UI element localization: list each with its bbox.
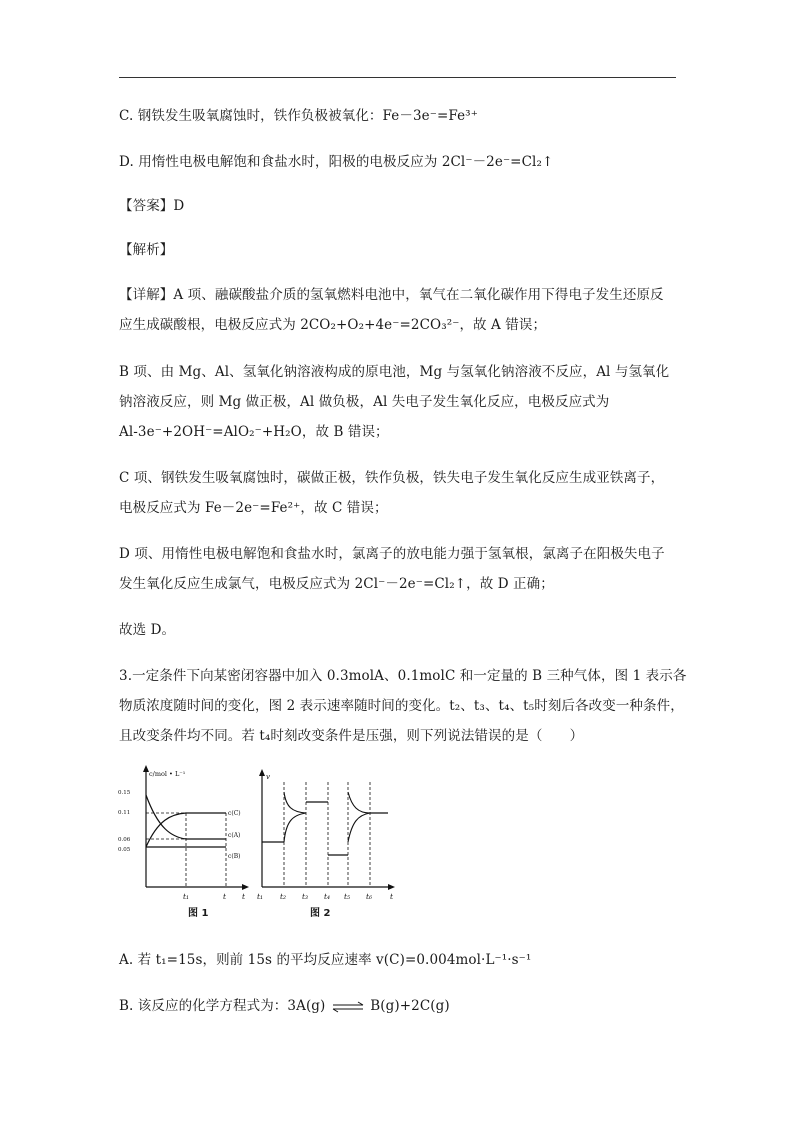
option-a-line: A. 若 t₁=15s，则前 15s 的平均反应速率 v(C)=0.004mol·L⁻¹·s⁻¹: [119, 952, 532, 968]
fig2-xlabel: t: [390, 892, 394, 901]
question3-line-2: 物质浓度随时间的变化，图 2 表示速率随时间的变化。t₂、t₃、t₄、t₅时刻后各改变一种条件，: [119, 698, 684, 714]
fig1-xlabel: t: [242, 892, 246, 901]
fig1-label-c: c(C): [228, 810, 241, 817]
option-c-line: C. 钢铁发生吸氧腐蚀时，铁作负极被氧化：Fe－3e⁻=Fe³⁺: [119, 108, 478, 124]
fig1-tick-x-t1: t₁: [183, 892, 190, 901]
fig2-x-arrow: [388, 884, 395, 890]
option-b-prefix: B. 该反应的化学方程式为：3A(g): [119, 998, 326, 1014]
detail-line-1: 【详解】A 项、融碳酸盐介质的氢氧燃料电池中，氧气在二氧化碳作用下得电子发生还原反: [119, 287, 664, 303]
fig2-v-curve-t2-down: [284, 813, 306, 842]
fig1-tick-y-1: 0.11: [118, 810, 131, 816]
fig2-tick-t1: t₁: [257, 892, 264, 901]
fig2-y-arrow: [259, 769, 265, 776]
fig2-tick-t2: t₂: [280, 892, 287, 901]
fig2-tick-t3: t₃: [302, 892, 309, 901]
fig1-label-a: c(A): [228, 832, 241, 839]
fig2-v-curve-t2-up: [284, 792, 306, 813]
option-d-line: D. 用惰性电极电解饱和食盐水时，阳极的电极反应为 2Cl⁻－2e⁻=Cl₂↑: [119, 154, 554, 170]
fig2-v-curve-t5-up: [348, 792, 370, 813]
c-line-1: C 项、钢铁发生吸氧腐蚀时，碳做正极，铁作负极，铁失电子发生氧化反应生成亚铁离子，: [119, 470, 665, 486]
d-line-2: 发生氧化反应生成氯气，电极反应式为 2Cl⁻－2e⁻=Cl₂↑，故 D 正确；: [119, 576, 554, 592]
header-rule: [119, 77, 676, 78]
question3-line-1: 3.一定条件下向某密闭容器中加入 0.3molA、0.1molC 和一定量的 B 三种气体，图 1 表示各: [119, 668, 687, 684]
fig2-tick-t4: t₄: [324, 892, 331, 901]
fig1-tick-y-2: 0.06: [118, 837, 131, 843]
figures-svg: [116, 762, 406, 922]
answer-line: 【答案】D: [119, 198, 185, 214]
figures-area: [116, 762, 406, 922]
fig1-tick-y-0: 0.15: [118, 790, 131, 796]
question3-line-3: 且改变条件均不同。若 t₄时刻改变条件是压强，则下列说法错误的是（ ）: [119, 728, 584, 744]
fig1-label-b: c(B): [228, 853, 241, 860]
figure2-caption: 图 2: [310, 908, 331, 919]
option-b-suffix: B(g)+2C(g): [370, 998, 450, 1014]
fig2-tick-t5: t₅: [344, 892, 351, 901]
figure1-caption: 图 1: [188, 908, 209, 919]
fig1-tick-y-3: 0.05: [118, 847, 131, 853]
conclusion-line: 故选 D。: [119, 622, 176, 638]
fig1-ylabel: c/mol • L⁻¹: [149, 770, 186, 778]
fig2-tick-t6: t₆: [366, 892, 373, 901]
equilibrium-arrow-icon: [331, 1001, 365, 1013]
fig2-v-curve-t5-down: [348, 813, 370, 842]
fig1-x-arrow: [242, 884, 249, 890]
c-line-2: 电极反应式为 Fe－2e⁻=Fe²⁺，故 C 错误；: [119, 500, 388, 516]
b-line-3: Al-3e⁻+2OH⁻=AlO₂⁻+H₂O，故 B 错误；: [119, 424, 389, 440]
fig1-curve-a: [146, 795, 226, 839]
b-line-2: 钠溶液反应，则 Mg 做正极，Al 做负极，Al 失电子发生氧化反应，电极反应式为: [119, 394, 610, 410]
option-b-line: [119, 994, 450, 1014]
analysis-heading: 【解析】: [119, 242, 174, 258]
fig1-tick-x-t: t: [223, 892, 227, 901]
fig2-ylabel: v: [266, 773, 270, 781]
detail-line-2: 应生成碳酸根，电极反应式为 2CO₂+O₂+4e⁻=2CO₃²⁻，故 A 错误；: [119, 317, 547, 333]
d-line-1: D 项、用惰性电极电解饱和食盐水时，氯离子的放电能力强于氢氧根，氯离子在阳极失电子: [119, 546, 665, 562]
b-line-1: B 项、由 Mg、Al、氢氧化钠溶液构成的原电池，Mg 与氢氧化钠溶液不反应，Al 与氢氧化: [119, 364, 670, 380]
